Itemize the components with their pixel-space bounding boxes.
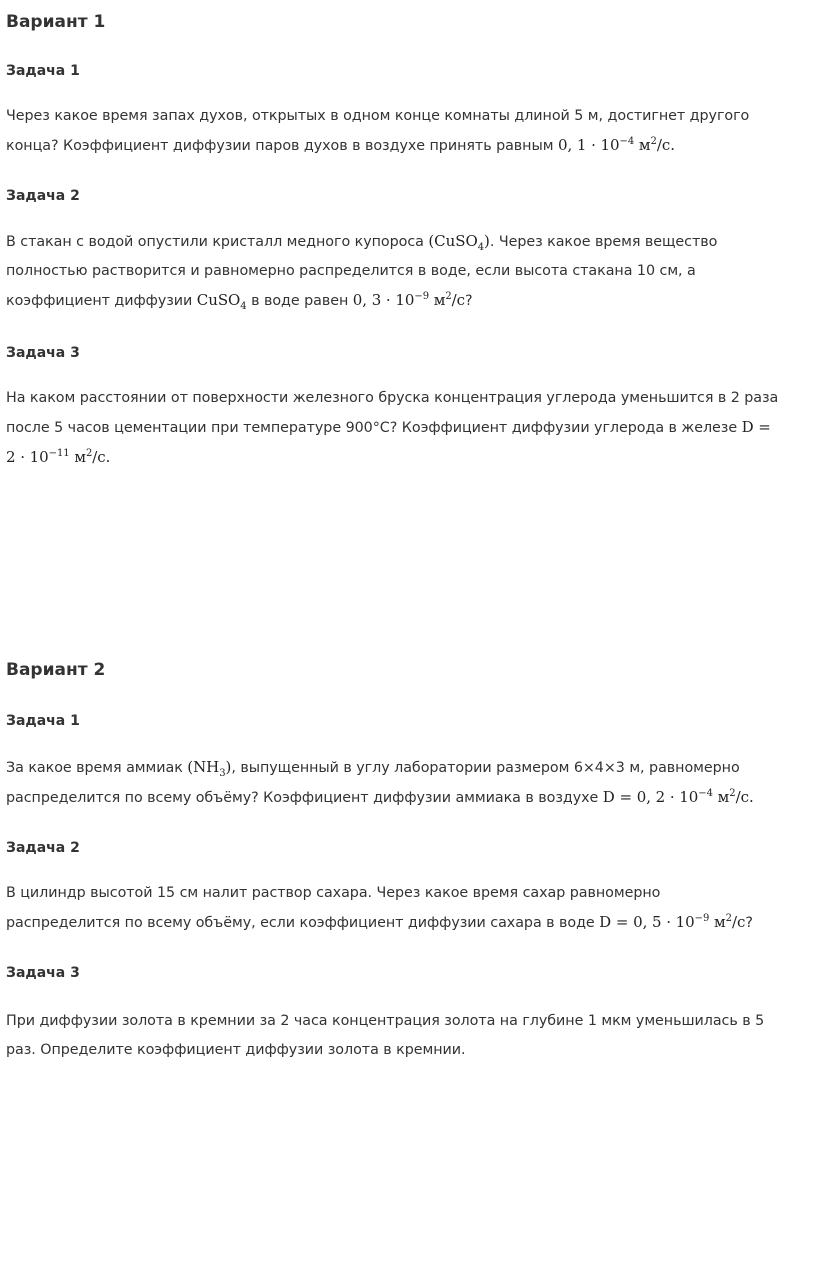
variant-2-task-3	[6, 963, 812, 983]
task-title: Задача 2	[6, 840, 80, 856]
math-sub: 4	[240, 301, 247, 312]
variant-2-task-2	[6, 838, 812, 858]
variant-1-section	[6, 11, 812, 33]
text-span: . Через какое время вещество	[489, 234, 718, 250]
text-span: распределится по всему объёму? Коэффициент диффузии аммиака в воздухе	[6, 790, 603, 806]
task-text-line	[6, 783, 812, 813]
variant-2-title: Вариант 2	[6, 660, 106, 680]
math-sup: 2	[725, 913, 732, 924]
text-span: после 5 часов цементации при температуре 900°C? Коэффициент диффузии углерода в железе	[6, 420, 742, 436]
math-part: CuSO	[196, 291, 241, 309]
math-formula	[603, 788, 754, 806]
task-text-line	[6, 131, 812, 161]
math-sup: −4	[698, 788, 713, 799]
variant-2-task-3-text	[6, 1007, 812, 1065]
text-span: ?	[465, 293, 473, 309]
text-span: В стакан с водой опустили кристалл медного купороса	[6, 234, 429, 250]
task-text-line: полностью растворится и равномерно распределится в воде, если высота стакана 10 см, а	[6, 263, 696, 279]
math-part: м	[69, 448, 86, 466]
math-formula	[428, 232, 490, 253]
math-sub: 3	[219, 768, 226, 779]
task-title: Задача 1	[6, 713, 80, 729]
math-part: м	[709, 913, 726, 931]
variant-2-task-2-text	[6, 879, 812, 938]
math-sup: −11	[48, 448, 70, 459]
math-sup: −9	[414, 291, 430, 302]
math-sup: −9	[694, 913, 710, 924]
task-text-line: При диффузии золота в кремнии за 2 часа концентрация золота на глубине 1 мкм уменьшилась в 5	[6, 1013, 765, 1029]
task-text-line	[6, 753, 812, 783]
task-text-line	[6, 227, 812, 257]
task-text-line	[6, 413, 812, 443]
task-text-line	[6, 908, 812, 938]
task-title: Задача 3	[6, 965, 80, 981]
math-formula	[599, 913, 745, 931]
text-span: коэффициент диффузии	[6, 293, 197, 309]
math-sup: 2	[85, 448, 93, 459]
task-title: Задача 1	[6, 63, 80, 79]
math-formula	[558, 136, 675, 154]
math-sup: −4	[619, 136, 635, 147]
math-part: )	[484, 232, 490, 250]
variant-1-task-3	[6, 343, 812, 363]
math-part: /с.	[656, 136, 675, 154]
math-sup: 2	[729, 788, 736, 799]
text-span: , выпущенный в углу лаборатории размером 6×4×3 м, равномерно	[231, 760, 740, 776]
variant-2-section	[6, 659, 812, 681]
variant-2-task-1	[6, 711, 812, 731]
math-formula	[196, 291, 247, 312]
math-part: 0, 1 · 10	[557, 136, 620, 154]
math-part: D = 0, 5 · 10	[599, 913, 695, 931]
variant-1-title: Вариант 1	[6, 12, 106, 32]
math-sup: 2	[445, 291, 452, 302]
math-part: /с.	[735, 788, 754, 806]
task-text-line	[6, 443, 812, 473]
math-formula: D =	[741, 418, 771, 436]
math-part: (NH	[187, 758, 220, 776]
math-formula	[6, 448, 110, 466]
math-formula	[187, 758, 232, 779]
task-title: Задача 2	[6, 188, 80, 204]
task-text-line: В цилиндр высотой 15 см налит раствор сахара. Через какое время сахар равномерно	[6, 885, 661, 901]
math-part: /с	[451, 291, 466, 309]
math-sup: 2	[650, 136, 657, 147]
text-span: ?	[745, 915, 753, 931]
task-text-line: На каком расстоянии от поверхности железного бруска концентрация углерода уменьшится в 2 раза	[6, 390, 779, 406]
math-part: )	[225, 758, 232, 776]
task-text-line: раз. Определите коэффициент диффузии золота в кремнии.	[6, 1042, 466, 1058]
math-part: м	[429, 291, 446, 309]
math-part: м	[712, 788, 730, 806]
task-text-line	[6, 286, 812, 316]
math-part: D = 0, 2 · 10	[602, 788, 699, 806]
task-text-line: Через какое время запах духов, открытых в одном конце комнаты длиной 5 м, достигнет другого	[6, 108, 750, 124]
math-part: м	[634, 136, 651, 154]
math-part: /с.	[92, 448, 111, 466]
variant-1-task-3-text	[6, 384, 812, 473]
math-formula	[353, 291, 465, 309]
variant-1-task-1-text	[6, 102, 812, 161]
math-sub: 4	[477, 242, 485, 253]
variant-1-task-2-text	[6, 227, 812, 316]
math-part: 2 · 10	[6, 448, 49, 466]
text-span: За какое время аммиак	[6, 760, 188, 776]
variant-2-task-1-text	[6, 753, 812, 813]
text-span: в воде равен	[246, 293, 353, 309]
math-part: (CuSO	[428, 232, 478, 250]
variant-1-task-1	[6, 61, 812, 81]
text-span: конца? Коэффициент диффузии паров духов в воздухе принять равным	[6, 138, 558, 154]
variant-1-task-2	[6, 186, 812, 206]
task-title: Задача 3	[6, 345, 80, 361]
math-part: 0, 3 · 10	[352, 291, 415, 309]
text-span: распределится по всему объёму, если коэффициент диффузии сахара в воде	[6, 915, 600, 931]
math-part: /с	[731, 913, 746, 931]
